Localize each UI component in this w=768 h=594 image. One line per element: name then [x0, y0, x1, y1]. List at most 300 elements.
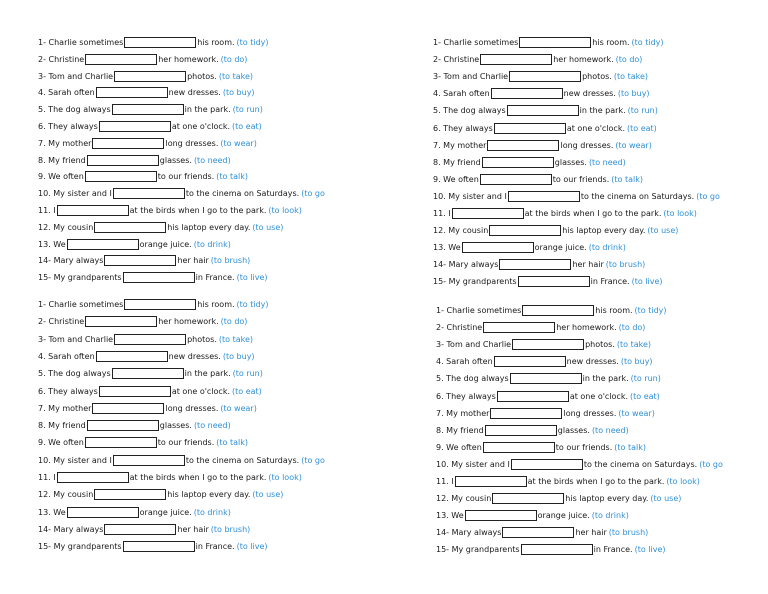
exercise-text: orange juice. — [139, 239, 192, 249]
exercise-text: to our friends. — [552, 174, 610, 184]
exercise-text: 13. We — [433, 243, 461, 253]
exercise-text: at the birds when I go to the park. — [524, 209, 662, 218]
exercise-text: 5. The dog always — [436, 374, 509, 384]
exercise-text: 13. We — [38, 239, 66, 249]
exercise-line — [436, 458, 723, 471]
exercise-text: orange juice. — [139, 507, 192, 517]
verb-hint: (to look) — [663, 209, 697, 218]
verb-hint: (to tidy) — [631, 38, 664, 47]
exercise-text: 14- Mary always — [433, 260, 499, 270]
verb-hint: (to live) — [631, 277, 663, 287]
exercise-text: 3- Tom and Charlie — [38, 71, 114, 81]
exercise-text: at one o'clock. — [171, 386, 231, 396]
answer-blank[interactable] — [85, 437, 157, 448]
exercise-line — [433, 53, 642, 66]
exercise-text: at one o'clock. — [171, 122, 231, 131]
exercise-line — [38, 137, 257, 150]
exercise-line — [433, 275, 663, 288]
exercise-text: 2- Christine — [38, 54, 85, 64]
exercise-text: 4. Sarah often — [436, 357, 493, 367]
exercise-text: photos. — [187, 71, 217, 81]
exercise-text: 12. My cousin — [433, 226, 489, 236]
verb-hint: (to run) — [232, 105, 263, 115]
exercise-text: 3- Tom and Charlie — [433, 72, 509, 82]
exercise-text: at the birds when I go to the park. — [129, 206, 267, 215]
exercise-text: 10. My sister and I — [38, 455, 112, 465]
exercise-text: 4. Sarah often — [38, 88, 95, 98]
exercise-text: at one o'clock. — [566, 123, 626, 133]
exercise-line — [38, 271, 268, 284]
verb-hint: (to wear) — [618, 408, 655, 418]
verb-hint: (to eat) — [630, 391, 660, 401]
answer-blank[interactable] — [512, 339, 584, 350]
exercise-text: 11. I — [436, 477, 454, 486]
answer-blank[interactable] — [57, 472, 129, 483]
exercise-line — [38, 333, 253, 346]
exercise-line — [436, 509, 629, 522]
answer-blank[interactable] — [85, 54, 157, 65]
answer-blank[interactable] — [487, 140, 559, 151]
exercise-text: 1- Charlie sometimes — [433, 38, 519, 47]
exercise-text: 2- Christine — [436, 323, 483, 333]
answer-blank[interactable] — [480, 54, 552, 65]
exercise-line — [38, 298, 269, 311]
exercise-line — [38, 385, 262, 398]
verb-hint: (to go — [301, 455, 325, 465]
exercise-line — [433, 156, 626, 169]
answer-blank[interactable] — [87, 155, 159, 166]
exercise-text: her homework. — [553, 55, 614, 65]
verb-hint: (to drink) — [193, 239, 231, 249]
exercise-text: 6. They always — [436, 391, 496, 401]
exercise-text: 6. They always — [38, 122, 98, 131]
exercise-text: 11. I — [38, 473, 56, 482]
verb-hint: (to do) — [618, 323, 646, 333]
answer-blank[interactable] — [499, 259, 571, 270]
exercise-text: 10. My sister and I — [38, 189, 112, 199]
verb-hint: (to need) — [193, 421, 231, 431]
exercise-text: at the birds when I go to the park. — [129, 473, 267, 482]
exercise-text: 8. My friend — [38, 155, 86, 165]
exercise-line — [38, 471, 302, 484]
exercise-line — [38, 540, 268, 553]
verb-hint: (to use) — [252, 222, 284, 232]
exercise-text: glasses. — [159, 421, 192, 431]
exercise-line — [38, 204, 302, 217]
answer-blank[interactable] — [123, 541, 195, 552]
verb-hint: (to drink) — [588, 243, 626, 253]
verb-hint: (to brush) — [210, 524, 251, 534]
exercise-text: 9. We often — [433, 174, 479, 184]
exercise-text: 15- My grandparents — [436, 545, 520, 555]
answer-blank[interactable] — [482, 157, 554, 168]
verb-hint: (to do) — [220, 317, 248, 327]
exercise-line — [433, 36, 664, 49]
exercise-line — [433, 173, 643, 186]
answer-blank[interactable] — [462, 242, 534, 253]
exercise-line — [38, 315, 247, 328]
exercise-text: in France. — [195, 273, 235, 283]
verb-hint: (to talk) — [216, 172, 248, 182]
exercise-text: 11. I — [433, 209, 451, 218]
verb-hint: (to look) — [666, 477, 700, 486]
answer-blank[interactable] — [96, 351, 168, 362]
verb-hint: (to drink) — [193, 507, 231, 517]
answer-blank[interactable] — [57, 205, 129, 216]
exercise-text: at the birds when I go to the park. — [527, 477, 665, 486]
exercise-text: 15- My grandparents — [38, 273, 122, 283]
answer-blank[interactable] — [509, 71, 581, 82]
verb-hint: (to tidy) — [236, 38, 269, 47]
exercise-line — [38, 254, 250, 267]
exercise-text: her hair — [177, 256, 209, 266]
verb-hint: (to look) — [268, 206, 302, 215]
exercise-line — [38, 221, 283, 234]
exercise-text: in the park. — [184, 369, 231, 379]
exercise-text: 10. My sister and I — [436, 459, 510, 469]
exercise-text: in the park. — [579, 106, 626, 116]
exercise-text: his room. — [197, 300, 235, 309]
exercise-text: in France. — [195, 542, 235, 552]
answer-blank[interactable] — [92, 138, 164, 149]
answer-blank[interactable] — [112, 104, 184, 115]
verb-hint: (to live) — [634, 545, 666, 555]
exercise-line — [38, 454, 325, 467]
answer-blank[interactable] — [489, 225, 561, 236]
exercise-line — [433, 190, 720, 203]
exercise-text: glasses. — [554, 157, 587, 167]
verb-hint: (to take) — [218, 334, 254, 344]
exercise-text: new dresses. — [168, 88, 221, 98]
answer-blank[interactable] — [518, 276, 590, 287]
exercise-line — [38, 488, 283, 501]
verb-hint: (to brush) — [605, 260, 646, 270]
answer-blank[interactable] — [92, 403, 164, 414]
answer-blank[interactable] — [492, 493, 564, 504]
exercise-text: 12. My cousin — [38, 222, 94, 232]
exercise-text: his laptop every day. — [565, 494, 649, 504]
verb-hint: (to go — [699, 459, 723, 469]
exercise-text: to our friends. — [157, 438, 215, 448]
exercise-line — [433, 104, 658, 117]
verb-hint: (to tidy) — [634, 306, 667, 315]
answer-blank[interactable] — [67, 239, 139, 250]
verb-hint: (to run) — [232, 369, 263, 379]
exercise-text: her homework. — [158, 317, 219, 327]
exercise-text: long dresses. — [563, 408, 617, 418]
exercise-line — [38, 350, 255, 363]
exercise-text: 7. My mother — [38, 403, 92, 413]
verb-hint: (to drink) — [591, 511, 629, 521]
answer-blank[interactable] — [508, 191, 580, 202]
verb-hint: (to go — [301, 189, 325, 199]
exercise-text: 7. My mother — [38, 138, 92, 148]
verb-hint: (to eat) — [627, 123, 657, 133]
verb-hint: (to buy) — [620, 357, 653, 367]
exercise-line — [436, 390, 660, 403]
exercise-text: 5. The dog always — [38, 105, 111, 115]
verb-hint: (to talk) — [611, 174, 643, 184]
exercise-text: 8. My friend — [433, 157, 481, 167]
exercise-text: her hair — [575, 528, 607, 538]
answer-blank[interactable] — [96, 87, 168, 98]
verb-hint: (to live) — [236, 273, 268, 283]
exercise-line — [38, 419, 231, 432]
exercise-line — [38, 170, 248, 183]
exercise-text: her homework. — [158, 54, 219, 64]
exercise-line — [38, 402, 257, 415]
exercise-text: 12. My cousin — [38, 490, 94, 500]
answer-blank[interactable] — [124, 299, 196, 310]
answer-blank[interactable] — [85, 316, 157, 327]
verb-hint: (to do) — [220, 54, 248, 64]
answer-blank[interactable] — [99, 121, 171, 132]
exercise-text: to the cinema on Saturdays. — [185, 455, 300, 465]
verb-hint: (to use) — [647, 226, 679, 236]
exercise-text: in France. — [593, 545, 633, 555]
exercise-text: 11. I — [38, 206, 56, 215]
exercise-line — [38, 367, 263, 380]
exercise-text: 6. They always — [433, 123, 493, 133]
exercise-text: orange juice. — [537, 511, 590, 521]
answer-blank[interactable] — [85, 171, 157, 182]
exercise-text: his room. — [592, 38, 630, 47]
exercise-line — [436, 441, 646, 454]
answer-blank[interactable] — [455, 476, 527, 487]
exercise-line — [38, 238, 231, 251]
exercise-line — [38, 53, 247, 66]
exercise-text: in the park. — [582, 374, 629, 384]
exercise-text: 5. The dog always — [38, 369, 111, 379]
verb-hint: (to do) — [615, 55, 643, 65]
verb-hint: (to buy) — [222, 351, 255, 361]
verb-hint: (to buy) — [617, 89, 650, 99]
exercise-line — [38, 86, 255, 99]
exercise-text: his laptop every day. — [167, 490, 251, 500]
answer-blank[interactable] — [485, 425, 557, 436]
answer-blank[interactable] — [113, 188, 185, 199]
exercise-text: 14- Mary always — [38, 256, 104, 266]
exercise-line — [38, 36, 269, 49]
exercise-text: photos. — [585, 340, 615, 350]
exercise-text: photos. — [582, 72, 612, 82]
exercise-line — [436, 475, 700, 488]
exercise-line — [38, 154, 231, 167]
exercise-text: his laptop every day. — [562, 226, 646, 236]
exercise-text: 3- Tom and Charlie — [38, 334, 114, 344]
exercise-text: glasses. — [557, 425, 590, 435]
exercise-text: long dresses. — [165, 403, 219, 413]
exercise-text: new dresses. — [566, 357, 619, 367]
verb-hint: (to run) — [627, 106, 658, 116]
answer-blank[interactable] — [510, 373, 582, 384]
exercise-line — [433, 70, 648, 83]
answer-blank[interactable] — [114, 334, 186, 345]
exercise-text: 13. We — [38, 507, 66, 517]
exercise-line — [38, 70, 253, 83]
exercise-text: in France. — [590, 277, 630, 287]
answer-blank[interactable] — [452, 208, 524, 219]
exercise-line — [433, 122, 657, 135]
verb-hint: (to eat) — [232, 122, 262, 131]
answer-blank[interactable] — [491, 88, 563, 99]
exercise-text: at one o'clock. — [569, 391, 629, 401]
exercise-text: 10. My sister and I — [433, 191, 507, 201]
exercise-text: 1- Charlie sometimes — [38, 38, 124, 47]
exercise-text: to our friends. — [157, 172, 215, 182]
exercise-text: her homework. — [556, 323, 617, 333]
answer-blank[interactable] — [124, 37, 196, 48]
exercise-text: to the cinema on Saturdays. — [583, 459, 698, 469]
exercise-line — [436, 407, 655, 420]
answer-blank[interactable] — [494, 123, 566, 134]
answer-blank[interactable] — [465, 510, 537, 521]
verb-hint: (to talk) — [216, 438, 248, 448]
verb-hint: (to tidy) — [236, 300, 269, 309]
verb-hint: (to need) — [193, 155, 231, 165]
exercise-line — [433, 207, 697, 220]
answer-blank[interactable] — [94, 489, 166, 500]
exercise-line — [436, 355, 653, 368]
answer-blank[interactable] — [94, 222, 166, 233]
exercise-line — [436, 543, 666, 556]
exercise-text: her hair — [572, 260, 604, 270]
answer-blank[interactable] — [521, 544, 593, 555]
exercise-text: 4. Sarah often — [38, 351, 95, 361]
verb-hint: (to brush) — [210, 256, 251, 266]
verb-hint: (to eat) — [232, 386, 262, 396]
exercise-text: 14- Mary always — [436, 528, 502, 538]
verb-hint: (to take) — [616, 340, 652, 350]
exercise-text: to the cinema on Saturdays. — [580, 191, 695, 201]
exercise-text: to our friends. — [555, 442, 613, 452]
exercise-line — [38, 523, 250, 536]
exercise-text: 2- Christine — [433, 55, 480, 65]
verb-hint: (to look) — [268, 473, 302, 482]
exercise-text: 7. My mother — [436, 408, 490, 418]
exercise-text: 15- My grandparents — [38, 542, 122, 552]
exercise-line — [433, 224, 678, 237]
exercise-line — [436, 304, 667, 317]
exercise-line — [436, 424, 629, 437]
exercise-text: in the park. — [184, 105, 231, 115]
exercise-text: 8. My friend — [436, 425, 484, 435]
exercise-text: 13. We — [436, 511, 464, 521]
answer-blank[interactable] — [519, 37, 591, 48]
exercise-text: 12. My cousin — [436, 494, 492, 504]
answer-blank[interactable] — [522, 305, 594, 316]
exercise-line — [38, 120, 262, 133]
exercise-text: 9. We often — [38, 438, 84, 448]
verb-hint: (to use) — [650, 494, 682, 504]
exercise-text: 3- Tom and Charlie — [436, 340, 512, 350]
verb-hint: (to wear) — [220, 403, 257, 413]
exercise-line — [436, 338, 651, 351]
exercise-text: 1- Charlie sometimes — [38, 300, 124, 309]
exercise-text: her hair — [177, 524, 209, 534]
answer-blank[interactable] — [507, 105, 579, 116]
exercise-text: 5. The dog always — [433, 106, 506, 116]
answer-blank[interactable] — [104, 255, 176, 266]
exercise-line — [436, 321, 645, 334]
verb-hint: (to wear) — [220, 138, 257, 148]
verb-hint: (to live) — [236, 542, 268, 552]
answer-blank[interactable] — [104, 524, 176, 535]
exercise-text: 1- Charlie sometimes — [436, 306, 522, 315]
exercise-text: to the cinema on Saturdays. — [185, 189, 300, 199]
exercise-text: glasses. — [159, 155, 192, 165]
exercise-text: long dresses. — [560, 140, 614, 150]
verb-hint: (to need) — [588, 157, 626, 167]
exercise-line — [38, 187, 325, 200]
verb-hint: (to take) — [218, 71, 254, 81]
exercise-text: 6. They always — [38, 386, 98, 396]
answer-blank[interactable] — [490, 408, 562, 419]
exercise-text: new dresses. — [168, 351, 221, 361]
exercise-text: 8. My friend — [38, 421, 86, 431]
exercise-text: orange juice. — [534, 243, 587, 253]
exercise-text: 15- My grandparents — [433, 277, 517, 287]
answer-blank[interactable] — [502, 527, 574, 538]
answer-blank[interactable] — [112, 368, 184, 379]
exercise-text: his room. — [197, 38, 235, 47]
verb-hint: (to go — [696, 191, 720, 201]
verb-hint: (to talk) — [614, 442, 646, 452]
exercise-line — [436, 372, 661, 385]
exercise-text: 14- Mary always — [38, 524, 104, 534]
answer-blank[interactable] — [87, 420, 159, 431]
exercise-text: long dresses. — [165, 138, 219, 148]
answer-blank[interactable] — [67, 507, 139, 518]
exercise-text: new dresses. — [563, 89, 616, 99]
answer-blank[interactable] — [483, 322, 555, 333]
verb-hint: (to use) — [252, 490, 284, 500]
exercise-line — [433, 87, 650, 100]
verb-hint: (to wear) — [615, 140, 652, 150]
exercise-line — [433, 258, 645, 271]
exercise-line — [436, 492, 681, 505]
exercise-line — [433, 241, 626, 254]
exercise-text: 2- Christine — [38, 317, 85, 327]
answer-blank[interactable] — [511, 459, 583, 470]
verb-hint: (to take) — [613, 72, 649, 82]
exercise-text: 9. We often — [38, 172, 84, 182]
exercise-line — [38, 506, 231, 519]
exercise-line — [38, 103, 263, 116]
exercise-line — [436, 526, 648, 539]
answer-blank[interactable] — [494, 356, 566, 367]
exercise-text: 7. My mother — [433, 140, 487, 150]
answer-blank[interactable] — [497, 391, 569, 402]
verb-hint: (to brush) — [608, 528, 649, 538]
exercise-line — [38, 436, 248, 449]
verb-hint: (to buy) — [222, 88, 255, 98]
answer-blank[interactable] — [114, 71, 186, 82]
answer-blank[interactable] — [99, 386, 171, 397]
exercise-text: photos. — [187, 334, 217, 344]
exercise-text: his room. — [595, 306, 633, 315]
exercise-line — [433, 139, 652, 152]
exercise-text: 9. We often — [436, 442, 482, 452]
exercise-text: his laptop every day. — [167, 222, 251, 232]
answer-blank[interactable] — [113, 455, 185, 466]
answer-blank[interactable] — [123, 272, 195, 283]
answer-blank[interactable] — [483, 442, 555, 453]
answer-blank[interactable] — [480, 174, 552, 185]
exercise-text: 4. Sarah often — [433, 89, 490, 99]
verb-hint: (to need) — [591, 425, 629, 435]
verb-hint: (to run) — [630, 374, 661, 384]
